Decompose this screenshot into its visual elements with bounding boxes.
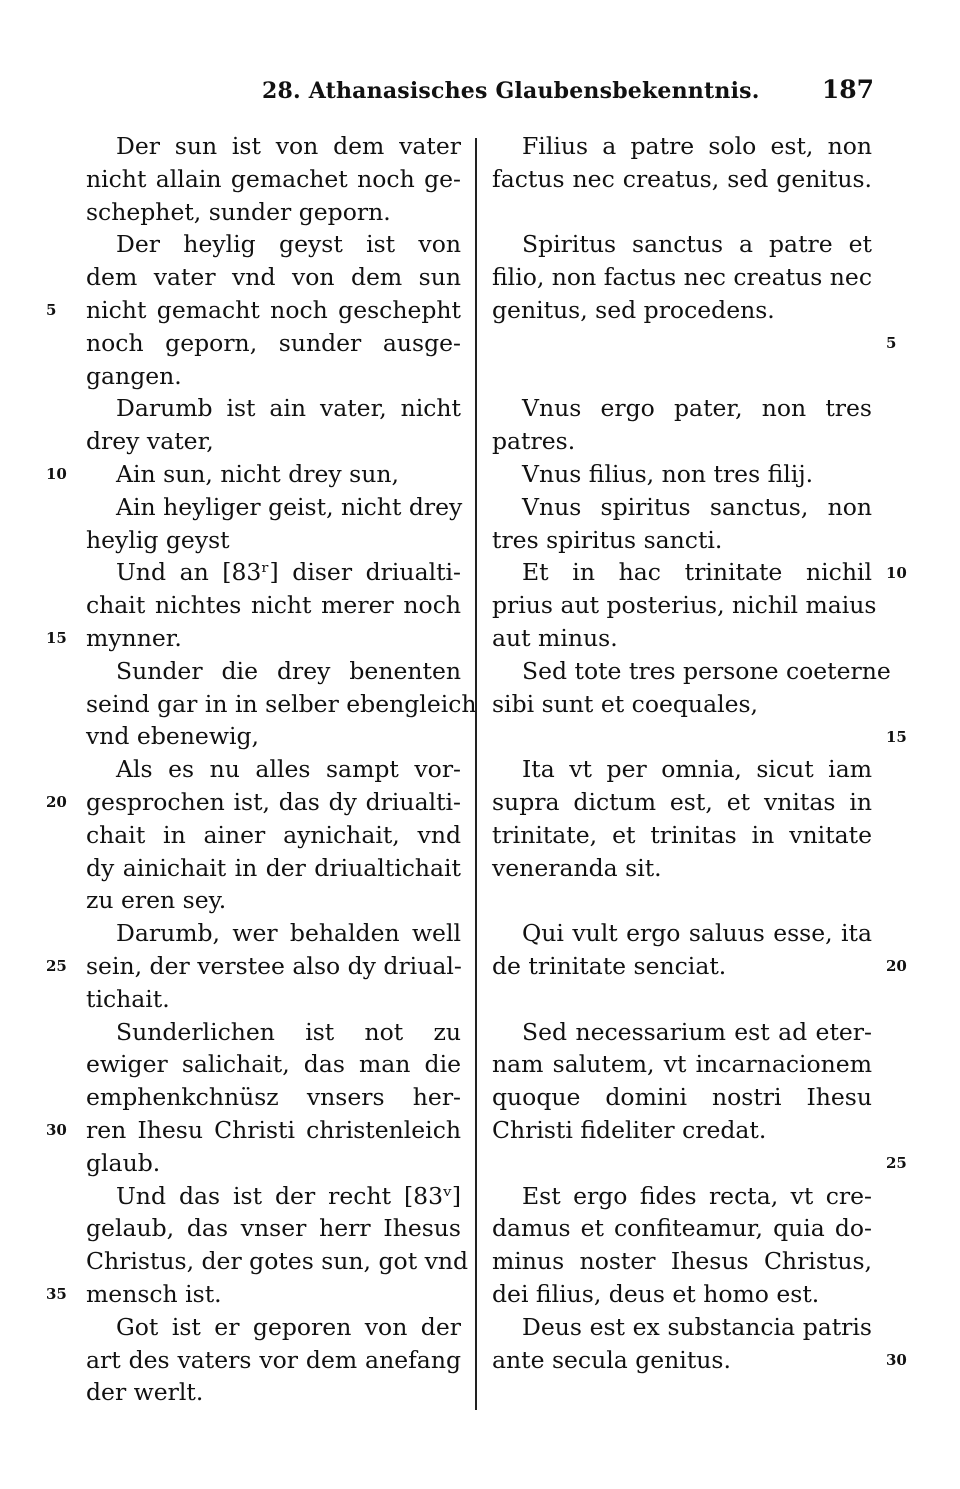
latin-line-text: damus et confiteamur, quia do-	[492, 1214, 872, 1243]
latin-text-line	[492, 1278, 872, 1311]
german-line-text: dem vater vnd von dem sun	[86, 263, 461, 292]
german-line-text: gangen.	[86, 361, 182, 390]
german-text-line	[86, 163, 461, 196]
line-number: 25	[46, 957, 67, 976]
german-line-text: Ain sun, nicht drey sun,	[116, 460, 399, 488]
latin-line-text: factus nec creatus, sed genitus.	[492, 164, 872, 193]
german-line-text: Darumb, wer behalden well	[116, 919, 461, 948]
latin-text-line	[492, 130, 872, 163]
latin-line-text: Ita vt per omnia, sicut iam	[522, 755, 872, 784]
latin-line-text: Deus est ex substancia patris	[522, 1312, 872, 1341]
latin-text-line	[492, 1245, 872, 1278]
german-line-text: Der sun ist von dem vater	[116, 132, 461, 160]
latin-text-line	[492, 786, 872, 819]
latin-text-line	[492, 852, 872, 885]
german-line-text: Und an [83ʳ] diser driualti-	[116, 558, 461, 587]
german-text-line	[86, 360, 461, 393]
german-text-line	[86, 655, 461, 688]
german-line-text: art des vaters vor dem anefang	[86, 1345, 461, 1374]
latin-line-text: nam salutem, vt incarnacionem	[492, 1050, 872, 1079]
latin-text-line	[492, 458, 872, 491]
latin-line-text: Spiritus sanctus a patre et	[522, 230, 872, 259]
german-line-text: Sunderlichen ist not zu	[116, 1017, 461, 1046]
latin-text-line	[492, 1016, 872, 1049]
latin-line-text: dei filius, deus et homo est.	[492, 1280, 820, 1308]
german-line-text: glaub.	[86, 1148, 161, 1177]
latin-line-text: ante secula genitus.	[492, 1345, 731, 1374]
latin-text-line	[492, 491, 872, 524]
latin-text-line	[492, 392, 872, 425]
german-line-text: dy ainichait in der driualtichait	[86, 853, 461, 882]
german-line-text: Sunder die drey benenten	[116, 656, 461, 685]
german-line-text: noch geporn, sunder ausge-	[86, 328, 461, 357]
latin-line-text: supra dictum est, et vnitas in	[492, 788, 872, 816]
line-number: 20	[886, 957, 907, 976]
line-number: 15	[46, 629, 67, 648]
german-text-line	[86, 1016, 461, 1049]
german-line-text: der werlt.	[86, 1378, 204, 1407]
latin-line-text: minus noster Ihesus Christus,	[492, 1247, 872, 1276]
line-number: 25	[886, 1154, 907, 1172]
german-text-line	[86, 622, 461, 655]
latin-line-text: trinitate, et trinitas in vnitate	[492, 820, 872, 849]
latin-text-line	[492, 228, 872, 261]
latin-text-line	[492, 163, 872, 196]
german-text-line	[86, 1311, 461, 1344]
line-number: 15	[886, 727, 907, 746]
german-text-line	[86, 294, 461, 327]
german-line-text: gesprochen ist, das dy driualti-	[86, 788, 461, 816]
line-number: 30	[886, 1350, 907, 1369]
german-text-line	[86, 688, 477, 721]
german-text-line	[86, 392, 461, 425]
german-text-line	[86, 720, 461, 753]
line-number: 5	[46, 301, 57, 320]
latin-text-line	[492, 294, 897, 352]
latin-text-line	[492, 753, 872, 786]
latin-text-line	[492, 1180, 872, 1213]
german-text-line	[86, 491, 461, 524]
german-line-text: nicht allain gemachet noch ge-	[86, 164, 461, 193]
latin-text-line	[492, 1114, 907, 1172]
german-text-line	[86, 1180, 461, 1213]
latin-text-line	[492, 1081, 872, 1114]
german-line-text: Als es nu alles sampt vor-	[116, 755, 461, 784]
latin-line-text: aut minus.	[492, 624, 618, 652]
line-number: 10	[46, 465, 67, 484]
german-text-line	[86, 1048, 461, 1081]
latin-line-text: filio, non factus nec creatus nec	[492, 263, 872, 292]
german-line-text: ren Ihesu Christi christenleich	[86, 1116, 461, 1144]
german-text-line	[86, 1278, 461, 1311]
german-line-text: Christus, der gotes sun, got vnd	[86, 1247, 469, 1276]
line-number: 30	[46, 1121, 67, 1140]
latin-text-line	[492, 589, 877, 622]
german-text-line	[86, 1114, 461, 1147]
page-number: 187	[821, 75, 874, 104]
latin-text-line	[492, 688, 907, 746]
latin-line-text: tres spiritus sancti.	[492, 525, 723, 554]
german-line-text: tichait.	[86, 984, 170, 1013]
latin-line-text: Vnus spiritus sanctus, non	[522, 492, 872, 521]
line-number: 5	[886, 334, 897, 352]
german-line-text: zu eren sey.	[86, 886, 227, 915]
german-line-text: Darumb ist ain vater, nicht	[116, 394, 461, 423]
latin-text-line	[492, 1344, 872, 1377]
german-line-text: ewiger salichait, das man die	[86, 1050, 461, 1079]
line-number: 35	[46, 1285, 67, 1304]
german-text-line	[86, 1344, 461, 1377]
latin-line-text: Vnus filius, non tres filij.	[522, 460, 814, 488]
german-line-text: nicht gemacht noch geschepht	[86, 296, 461, 324]
latin-text-line	[492, 950, 872, 983]
german-text-line	[86, 884, 461, 917]
german-line-text: gelaub, das vnser herr Ihesus	[86, 1214, 461, 1243]
german-line-text: chait in ainer aynichait, vnd	[86, 820, 461, 849]
latin-line-text: prius aut posterius, nichil maius	[492, 591, 877, 620]
latin-line-text: Filius a patre solo est, non	[522, 132, 872, 160]
latin-line-text: Christi fideliter credat.	[492, 1116, 767, 1144]
german-line-text: Und das ist der recht [83ᵛ]	[116, 1181, 461, 1210]
german-line-text: chait nichtes nicht merer noch	[86, 591, 461, 620]
latin-text-line	[492, 556, 872, 589]
german-text-line	[86, 524, 461, 557]
latin-line-text: sibi sunt et coequales,	[492, 689, 759, 718]
latin-line-text: genitus, sed procedens.	[492, 296, 775, 324]
german-line-text: Ain heyliger geist, nicht drey	[116, 492, 463, 521]
latin-text-line	[492, 819, 872, 852]
german-text-line	[86, 196, 461, 229]
latin-line-text: Sed tote tres persone coeterne	[522, 656, 891, 685]
german-text-line	[86, 852, 461, 885]
line-number: 20	[46, 793, 67, 812]
german-line-text: Der heylig geyst ist von	[116, 230, 461, 259]
german-line-text: drey vater,	[86, 427, 214, 456]
latin-line-text: Sed necessarium est ad eter-	[522, 1017, 872, 1046]
latin-text-line	[492, 1212, 872, 1245]
german-line-text: Got ist er geporen von der	[116, 1312, 461, 1341]
column-divider	[475, 138, 477, 1410]
latin-line-text: Et in hac trinitate nichil	[522, 558, 872, 587]
german-line-text: mensch ist.	[86, 1280, 222, 1308]
latin-text-line	[492, 261, 872, 294]
german-text-line	[86, 1147, 461, 1180]
latin-text-line	[492, 425, 872, 458]
latin-line-text: patres.	[492, 427, 576, 456]
latin-text-line	[492, 1048, 872, 1081]
german-line-text: vnd ebenewig,	[86, 722, 259, 751]
german-line-text: sein, der verstee also dy driual-	[86, 952, 462, 980]
german-text-line	[86, 950, 461, 983]
german-text-line	[86, 1212, 461, 1245]
line-number: 10	[886, 563, 907, 582]
latin-text-line	[492, 622, 872, 655]
german-line-text: heylig geyst	[86, 525, 230, 554]
latin-line-text: quoque domini nostri Ihesu	[492, 1083, 872, 1112]
german-text-line	[86, 458, 461, 491]
german-text-line	[86, 786, 461, 819]
german-text-line	[86, 228, 461, 261]
latin-line-text: Est ergo fides recta, vt cre-	[522, 1181, 872, 1210]
german-text-line	[86, 130, 461, 163]
german-line-text: seind gar in in selber ebengleich	[86, 689, 477, 718]
german-text-line	[86, 327, 461, 360]
running-header-title: 28. Athanasisches Glaubensbekenntnis.	[262, 78, 760, 104]
german-line-text: mynner.	[86, 624, 182, 652]
latin-text-line	[492, 655, 891, 688]
german-text-line	[86, 556, 461, 589]
german-text-line	[86, 819, 461, 852]
german-text-line	[86, 1376, 461, 1409]
latin-line-text: Qui vult ergo saluus esse, ita	[522, 919, 872, 948]
latin-line-text: veneranda sit.	[492, 853, 662, 882]
german-text-line	[86, 983, 461, 1016]
latin-line-text: Vnus ergo pater, non tres	[522, 394, 872, 423]
latin-line-text: de trinitate senciat.	[492, 952, 727, 980]
german-line-text: schephet, sunder geporn.	[86, 197, 391, 226]
german-line-text: emphenkchnüsz vnsers her-	[86, 1083, 461, 1112]
